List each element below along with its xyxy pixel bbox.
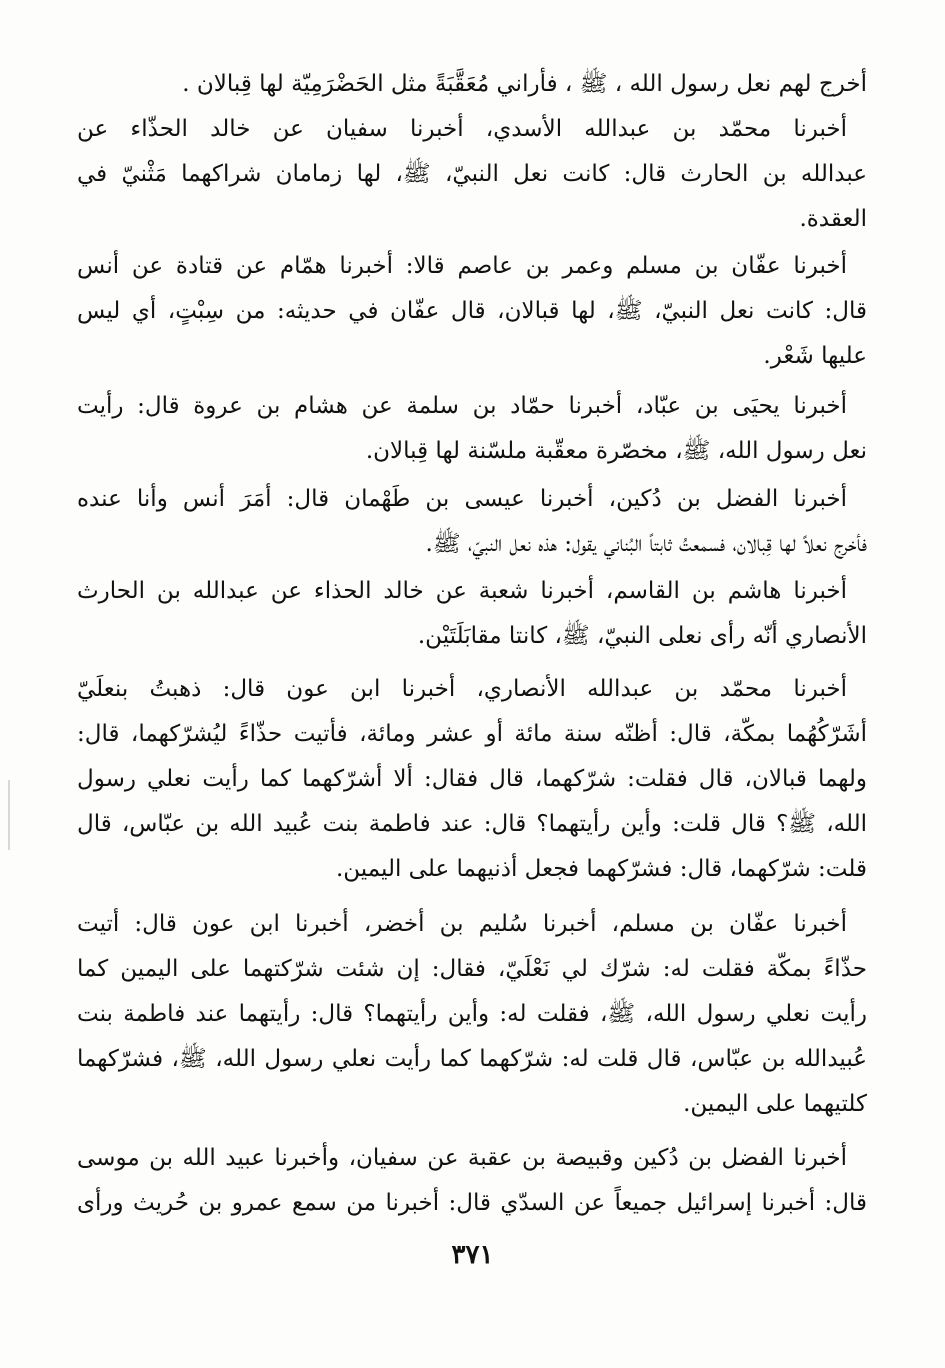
text-line: ولهما قبالان، قال فقلت: شرّكهما، قال فقال: ألا أشرّكهما كما رأيت نعلي رسول	[77, 766, 867, 792]
paragraph-9	[77, 1136, 867, 1226]
text-line: أخبرنا الفضل بن دُكين، أخبرنا عيسى بن طَهْمان قال: أمَرَ أنس وأنا عنده	[77, 486, 847, 512]
page-number: ٣٧١	[451, 1240, 494, 1270]
text-line: حذّاءً بمكّة فقلت له: شرّك لي نَعْلَيّ، فقال: إن شئت شرّكتهما على اليمين كما	[77, 956, 867, 982]
text-line: أخبرنا يحيَى بن عبّاد، أخبرنا حمّاد بن سلمة عن هشام بن عروة قال: رأيت	[77, 393, 847, 419]
text-line: الأنصاري أنّه رأى نعلى النبيّ، ﷺ، كانتا مقابَلَتَيْن.	[417, 623, 867, 649]
paragraph-3	[77, 244, 867, 379]
text-line: كلتيهما على اليمين.	[683, 1091, 867, 1117]
text-line: عليها شَعْر.	[763, 343, 867, 369]
paragraph-5	[77, 477, 867, 567]
text-line: العقدة.	[799, 206, 867, 232]
text-line: قلت: شرّكهما، قال: فشرّكهما فجعل أذنيهما على اليمين.	[335, 856, 867, 882]
text-line: فأخرج نعلاً لها قِبالان، فسمعتُ ثابتاً البُناني يقول: هذه نعل النبيّ، ﷺ.	[425, 531, 867, 557]
text-line: أخبرنا الفضل بن دُكين وقبيصة بن عقبة عن سفيان، وأخبرنا عبيد الله بن موسى	[77, 1145, 847, 1171]
text-line: عبدالله بن الحارث قال: كانت نعل النبيّ، ﷺ، لها زمامان شراكهما مَثْنيّ في	[77, 161, 867, 187]
text-line: قال: أخبرنا إسرائيل جميعاً عن السدّي قال: أخبرنا من سمع عمرو بن حُريث ورأى	[77, 1190, 867, 1216]
paragraph-6	[77, 569, 867, 659]
text-line: الله، ﷺ؟ قال قلت: وأين رأيتهما؟ قال: عند فاطمة بنت عُبيد الله بن عبّاس، قال	[77, 811, 867, 837]
text-line: عُبيدالله بن عبّاس، قال قلت له: شرّكهما كما رأيت نعلي رسول الله، ﷺ، فشرّكهما	[77, 1046, 867, 1072]
text-line: أخرج لهم نعل رسول الله ، ﷺ ، فأراني مُعَقَّبَةً مثل الحَضْرَمِيّة لها قِبالان .	[182, 71, 867, 97]
paragraph-1	[77, 62, 867, 107]
paragraph-4	[77, 384, 867, 474]
text-line: أخبرنا محمّد بن عبدالله الأسدي، أخبرنا سفيان عن خالد الحذّاء عن	[77, 116, 847, 142]
text-line: نعل رسول الله، ﷺ، مخصّرة معقّبة ملسّنة لها قِبالان.	[365, 438, 867, 464]
text-line: أخبرنا عفّان بن مسلم وعمر بن عاصم قالا: أخبرنا همّام عن قتادة عن أنس	[77, 253, 847, 279]
paragraph-2	[77, 107, 867, 242]
page-edge-mark	[8, 780, 10, 850]
text-line: أشَرّكُهُما بمكّة، قال: أظنّه سنة مائة أو عشر ومائة، فأتيت حذّاءً ليُشرّكهما، قال:	[77, 721, 867, 747]
paragraph-7	[77, 667, 867, 892]
text-line: أخبرنا محمّد بن عبدالله الأنصاري، أخبرنا ابن عون قال: ذهبتُ بنعلَيّ	[77, 676, 847, 702]
text-line: أخبرنا هاشم بن القاسم، أخبرنا شعبة عن خالد الحذاء عن عبدالله بن الحارث	[77, 578, 847, 604]
text-line: رأيت نعلي رسول الله، ﷺ، فقلت له: وأين رأيتهما؟ قال: رأيتهما عند فاطمة بنت	[77, 1001, 867, 1027]
text-line: أخبرنا عفّان بن مسلم، أخبرنا سُليم بن أخضر، أخبرنا ابن عون قال: أتيت	[77, 911, 847, 937]
text-line: قال: كانت نعل النبيّ، ﷺ، لها قبالان، قال عفّان في حديثه: من سِبْتٍ، أي ليس	[77, 298, 867, 324]
paragraph-8	[77, 902, 867, 1127]
